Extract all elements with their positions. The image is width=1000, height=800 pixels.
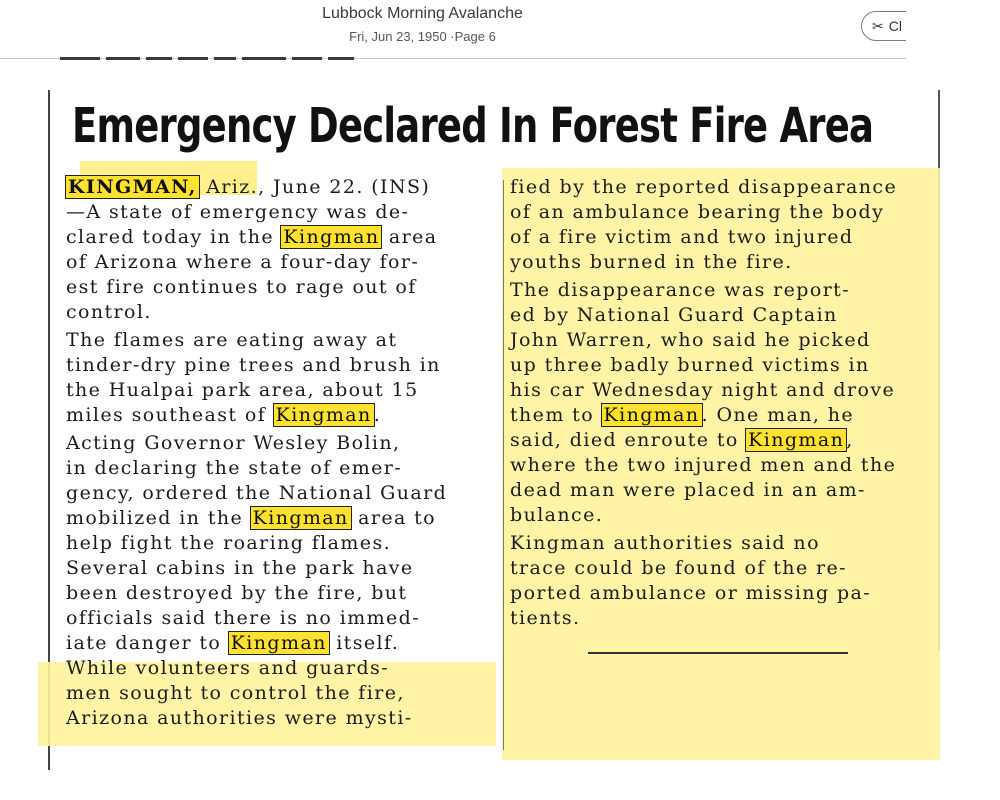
text-segment: Arizona authorities were mysti- <box>66 707 413 729</box>
highlighted-term: Kingman <box>252 507 349 529</box>
text-segment: trace could be found of the re- <box>510 557 847 579</box>
article-line <box>510 581 930 606</box>
article-line <box>66 328 496 353</box>
text-segment: . One man, he <box>701 404 855 426</box>
text-segment: Acting Governor Wesley Bolin, <box>66 432 401 454</box>
text-segment: The flames are eating away at <box>66 329 398 351</box>
article-line <box>510 250 930 275</box>
article-line <box>66 506 496 531</box>
text-segment: said, died enroute to <box>510 429 747 451</box>
text-segment: est fire continues to rage out of <box>66 276 417 298</box>
text-segment: of a fire victim and two injured <box>510 226 854 248</box>
text-segment: The disappearance was report- <box>510 279 851 301</box>
article-line <box>510 503 930 528</box>
article-line <box>66 403 496 428</box>
text-segment: miles southeast of <box>66 404 274 426</box>
text-segment: his car Wednesday night and drove <box>510 379 896 401</box>
highlighted-term: Kingman <box>748 429 845 451</box>
cropped-text-remnant <box>60 57 580 63</box>
article-end-rule <box>588 652 848 654</box>
article-line <box>510 403 930 428</box>
text-segment: fied by the reported disappearance <box>510 176 898 198</box>
article-line <box>510 531 930 556</box>
article-line <box>66 431 496 456</box>
article-line <box>510 175 930 200</box>
article-line <box>510 278 930 303</box>
article-line <box>510 606 930 631</box>
text-segment: John Warren, who said he picked <box>510 329 871 351</box>
article-line <box>510 478 930 503</box>
text-segment: gency, ordered the National Guard <box>66 482 448 504</box>
article-line <box>66 531 496 556</box>
article-line <box>510 428 930 453</box>
text-segment: Ariz., June 22. (INS) <box>198 176 431 198</box>
article-line <box>66 353 496 378</box>
article-line <box>66 225 496 250</box>
publication-date-page: Fri, Jun 23, 1950 ·Page 6 <box>349 29 496 44</box>
article-line <box>66 481 496 506</box>
text-segment: ported ambulance or missing pa- <box>510 582 872 604</box>
article-line <box>510 328 930 353</box>
newspaper-clipping <box>48 90 948 770</box>
text-segment: area <box>381 226 438 248</box>
column-divider <box>503 180 504 750</box>
text-segment: ed by National Guard Captain <box>510 304 838 326</box>
text-segment: . <box>373 404 382 426</box>
article-line <box>66 300 496 325</box>
article-line <box>66 706 496 731</box>
highlighted-term: Kingman <box>603 404 700 426</box>
text-segment: officials said there is no immed- <box>66 607 421 629</box>
article-line <box>66 556 496 581</box>
text-segment: clared today in the <box>66 226 282 248</box>
scissors-icon: ✂ <box>872 17 884 34</box>
text-segment: men sought to control the fire, <box>66 682 405 704</box>
text-segment: iate danger to <box>66 632 229 654</box>
article-line <box>66 606 496 631</box>
article-line <box>510 378 930 403</box>
text-segment: where the two injured men and the <box>510 454 897 476</box>
text-segment: tinder-dry pine trees and brush in <box>66 354 441 376</box>
article-line <box>66 250 496 275</box>
article-line <box>510 453 930 478</box>
article-line <box>510 353 930 378</box>
article-line <box>66 631 496 656</box>
article-line <box>66 378 496 403</box>
text-segment: tients. <box>510 607 581 629</box>
text-segment: of an ambulance bearing the body <box>510 201 885 223</box>
text-segment: up three badly burned victims in <box>510 354 870 376</box>
text-segment: Kingman authorities said no <box>510 532 820 554</box>
header-mask <box>906 0 1000 58</box>
cropped-text-remnant-bottom <box>58 762 488 768</box>
text-segment: help fight the roaring flames. <box>66 532 392 554</box>
article-line <box>66 456 496 481</box>
text-segment: been destroyed by the fire, but <box>66 582 408 604</box>
article-line <box>510 200 930 225</box>
highlighted-term: Kingman <box>275 404 372 426</box>
article-line <box>510 303 930 328</box>
article-line <box>66 681 496 706</box>
highlighted-term: Kingman <box>283 226 380 248</box>
text-segment: in declaring the state of emer- <box>66 457 403 479</box>
article-line <box>510 556 930 581</box>
text-segment: While volunteers and guards- <box>66 657 390 679</box>
text-segment: them to <box>510 404 602 426</box>
text-segment: , <box>846 429 854 451</box>
article-headline: Emergency Declared In Forest Fire Area <box>72 98 874 154</box>
article-line <box>66 200 496 225</box>
article-column-left <box>66 175 496 731</box>
article-line <box>66 656 496 681</box>
text-segment: youths burned in the fire. <box>510 251 793 273</box>
highlighted-term: KINGMAN, <box>68 176 197 198</box>
highlighted-term: Kingman <box>230 632 327 654</box>
text-segment: itself. <box>328 632 400 654</box>
article-line <box>510 225 930 250</box>
text-segment: bulance. <box>510 504 604 526</box>
clip-button-label: Cl <box>888 18 902 34</box>
text-segment: —A state of emergency was de- <box>66 201 410 223</box>
article-line <box>66 275 496 300</box>
text-segment: of Arizona where a four-day for- <box>66 251 420 273</box>
article-line <box>66 175 496 200</box>
article-line <box>66 581 496 606</box>
text-segment: the Hualpai park area, about 15 <box>66 379 419 401</box>
text-segment: control. <box>66 301 152 323</box>
viewer-header <box>0 0 906 59</box>
text-segment: mobilized in the <box>66 507 251 529</box>
text-segment: dead man were placed in an am- <box>510 479 866 501</box>
article-column-right <box>510 175 930 631</box>
text-segment: Several cabins in the park have <box>66 557 414 579</box>
publication-title: Lubbock Morning Avalanche <box>322 5 523 22</box>
text-segment: area to <box>350 507 437 529</box>
